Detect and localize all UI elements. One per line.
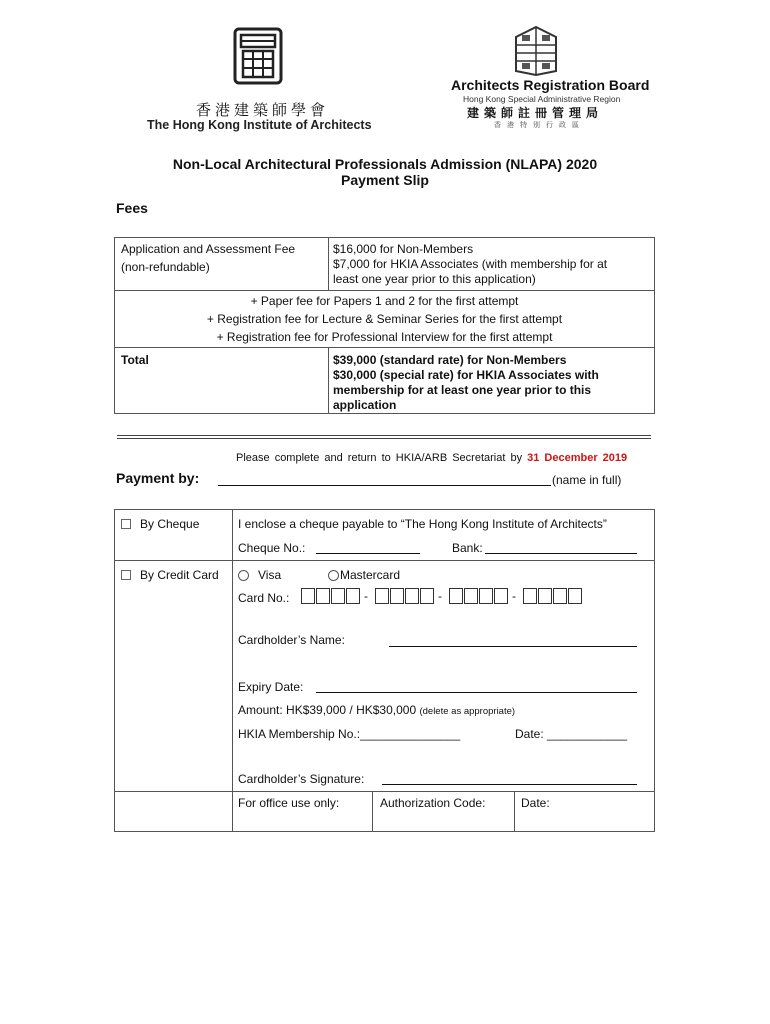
credit-card-checkbox[interactable] (121, 570, 131, 580)
return-note (236, 452, 627, 464)
card-digit-box[interactable] (538, 588, 552, 604)
signature-label: Cardholder’s Signature: (238, 772, 365, 786)
cheque-no-field[interactable] (316, 553, 420, 554)
office-col-divider-2 (514, 791, 515, 832)
fee-addition-2: + Registration fee for Lecture & Seminar Series for the first attempt (206, 312, 563, 326)
card-digit-box[interactable] (420, 588, 434, 604)
document-title (0, 156, 770, 188)
payment-row-divider-2 (114, 791, 655, 792)
total-value-line-2: $30,000 (special rate) for HKIA Associates with (333, 368, 599, 382)
by-cheque-label: By Cheque (140, 517, 200, 531)
total-value-line-4: application (333, 398, 397, 412)
mastercard-radio[interactable] (328, 570, 339, 581)
application-fee-label-line-1: Application and Assessment Fee (121, 242, 296, 256)
total-value (333, 353, 599, 413)
card-digit-box[interactable] (553, 588, 567, 604)
arb-building-logo (514, 25, 558, 77)
card-digit-box[interactable] (449, 588, 463, 604)
card-separator-dash: - (438, 589, 442, 603)
payment-row-divider-1 (114, 560, 655, 561)
payment-by-label: Payment by: (116, 470, 200, 486)
office-date-label: Date: (521, 796, 550, 810)
card-digit-box[interactable] (523, 588, 537, 604)
application-fee-value-line-3: least one year prior to this application) (333, 272, 536, 286)
card-digit-box[interactable] (301, 588, 315, 604)
separator-line-bottom (117, 438, 651, 439)
total-label: Total (121, 353, 149, 367)
arb-name: Architects Registration Board (451, 77, 650, 93)
arb-subtitle: Hong Kong Special Administrative Region (463, 94, 621, 104)
card-digit-box[interactable] (390, 588, 404, 604)
total-value-line-3: membership for at least one year prior to this (333, 383, 592, 397)
fee-addition-1: + Paper fee for Papers 1 and 2 for the first attempt (250, 294, 519, 308)
office-use-label: For office use only: (238, 796, 340, 810)
card-no-label: Card No.: (238, 591, 290, 605)
card-separator-dash: - (512, 589, 516, 603)
bank-field[interactable] (485, 553, 637, 554)
application-fee-value-line-1: $16,000 for Non-Members (333, 242, 474, 256)
membership-no-field[interactable]: HKIA Membership No.:_______________ (238, 727, 461, 741)
membership-date-field[interactable]: Date: ____________ (515, 727, 628, 741)
fees-col-divider-bottom (328, 347, 329, 414)
card-digit-box[interactable] (375, 588, 389, 604)
application-fee-value (333, 242, 607, 287)
mastercard-label: Mastercard (340, 568, 401, 582)
visa-label: Visa (258, 568, 282, 582)
signature-field[interactable] (382, 784, 637, 785)
bank-label: Bank: (452, 541, 483, 555)
card-digit-box[interactable] (494, 588, 508, 604)
fees-col-divider-top (328, 238, 329, 290)
card-digit-box[interactable] (316, 588, 330, 604)
name-in-full-hint: (name in full) (552, 473, 622, 487)
arb-chinese-name: 建築師註冊管理局 (467, 106, 604, 120)
hkia-english-name: The Hong Kong Institute of Architects (147, 118, 372, 132)
title-line-2: Payment Slip (341, 172, 429, 188)
expiry-date-label: Expiry Date: (238, 680, 304, 694)
expiry-date-field[interactable] (316, 692, 637, 693)
fee-addition-3: + Registration fee for Professional Interview for the first attempt (216, 330, 553, 344)
card-digit-box[interactable] (464, 588, 478, 604)
card-digit-box[interactable] (405, 588, 419, 604)
arb-chinese-subtitle: 香港特別行政區 (494, 121, 585, 129)
office-col-divider-1 (372, 791, 373, 832)
cardholder-name-field[interactable] (389, 646, 637, 647)
hkia-seal-logo (233, 27, 283, 85)
card-digit-box[interactable] (568, 588, 582, 604)
payer-name-field[interactable] (218, 485, 551, 486)
separator-line-top (117, 435, 651, 436)
card-digit-box[interactable] (331, 588, 345, 604)
visa-radio[interactable] (238, 570, 249, 581)
card-digit-box[interactable] (479, 588, 493, 604)
total-value-line-1: $39,000 (standard rate) for Non-Members (333, 353, 567, 367)
hkia-chinese-name: 香港建築師學會 (196, 101, 330, 119)
by-credit-card-label: By Credit Card (140, 568, 219, 582)
fees-table (114, 237, 655, 414)
card-separator-dash: - (364, 589, 368, 603)
return-note-text: Please complete and return to HKIA/ARB Secretariat by (236, 452, 523, 464)
fees-row-divider-1 (115, 290, 654, 291)
return-deadline: 31 December 2019 (527, 452, 628, 464)
application-fee-label-line-2: (non-refundable) (121, 260, 210, 274)
application-fee-value-line-2: $7,000 for HKIA Associates (with membership for at (333, 257, 608, 271)
title-line-1: Non-Local Architectural Professionals Admission (NLAPA) 2020 (172, 156, 598, 172)
amount-note: (delete as appropriate) (419, 706, 516, 717)
application-fee-label (121, 242, 295, 275)
amount-line (238, 703, 515, 717)
cheque-payable-text: I enclose a cheque payable to “The Hong Kong Institute of Architects” (238, 517, 607, 531)
cheque-checkbox[interactable] (121, 519, 131, 529)
payment-col-divider (232, 509, 233, 832)
cheque-no-label: Cheque No.: (238, 541, 306, 555)
card-digit-box[interactable] (346, 588, 360, 604)
fees-heading: Fees (116, 200, 148, 216)
amount-label: Amount: HK$39,000 / HK$30,000 (238, 703, 417, 717)
authorization-code-label: Authorization Code: (380, 796, 486, 810)
fees-row-divider-2 (115, 347, 654, 348)
cardholder-name-label: Cardholder’s Name: (238, 633, 345, 647)
